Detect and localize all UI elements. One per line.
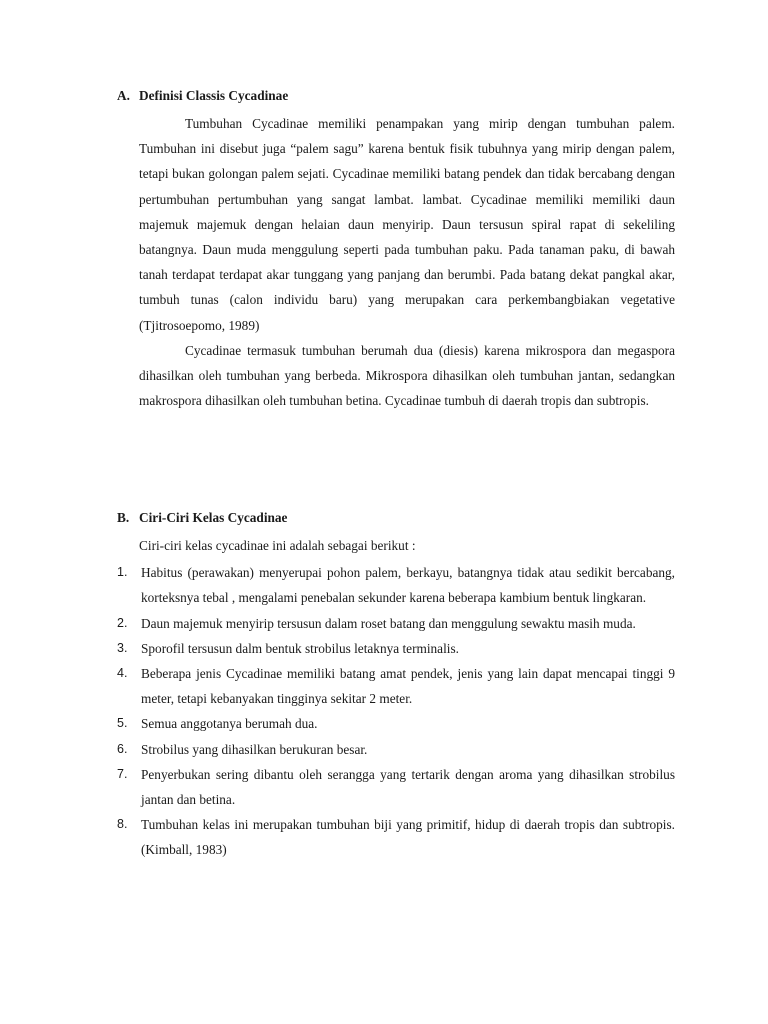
section-definisi — [117, 86, 675, 413]
paragraph: Cycadinae termasuk tumbuhan berumah dua (diesis) karena mikrospora dan megaspora dihasilkan oleh tumbuhan yang berbeda. Mikrospora dihasilkan oleh tumbuhan jantan, sedangkan makrospora dihasilkan oleh tumbuhan betina. Cycadinae tumbuh di daerah tropis dan subtropis. — [139, 342, 675, 409]
section-title: Definisi Classis Cycadinae — [139, 88, 289, 103]
numbered-list — [117, 560, 675, 862]
list-item — [117, 560, 675, 610]
list-text: Semua anggotanya berumah dua. — [141, 716, 318, 732]
section-title: Ciri-Ciri Kelas Cycadinae — [139, 510, 288, 525]
list-number: 4. — [117, 666, 128, 681]
list-item — [117, 812, 675, 862]
list-intro: Ciri-ciri kelas cycadinae ini adalah sebagai berikut : — [139, 538, 416, 553]
list-text: Beberapa jenis Cycadinae memiliki batang amat pendek, jenis yang lain dapat mencapai tinggi 9 meter, tetapi kebanyakan tingginya sekitar 2 meter. — [141, 666, 675, 707]
list-text: Sporofil tersusun dalm bentuk strobilus letaknya terminalis. — [141, 640, 459, 656]
list-text: Penyerbukan sering dibantu oleh serangga yang tertarik dengan aroma yang dihasilkan strobilus jantan dan betina. — [141, 766, 675, 808]
list-item — [117, 611, 675, 636]
list-number: 8. — [117, 817, 128, 832]
section-heading — [117, 508, 675, 528]
list-text: Strobilus yang dihasilkan berukuran besar. — [141, 741, 368, 757]
list-item — [117, 737, 675, 762]
list-number: 7. — [117, 766, 128, 781]
list-text: Habitus (perawakan) menyerupai pohon palem, berkayu, batangnya tidak atau sedikit bercabang, korteksnya tebal , mengalami penebalan sekunder karena beberapa kambium bentuk lingkaran. — [141, 565, 675, 606]
list-number: 5. — [117, 716, 128, 731]
list-number: 2. — [117, 615, 128, 630]
section-body — [117, 533, 675, 863]
list-number: 6. — [117, 741, 128, 756]
list-item — [117, 661, 675, 711]
list-text: Daun majemuk menyirip tersusun dalam roset batang dan menggulung sewaktu masih muda. — [141, 615, 636, 631]
section-body — [139, 111, 675, 413]
list-item — [117, 762, 675, 812]
paragraph: Tumbuhan Cycadinae memiliki penampakan yang mirip dengan tumbuhan palem. Tumbuhan ini disebut juga “palem sagu” karena bentuk fisik tubuhnya yang mirip dengan palem, tetapi bukan golongan palem sejati. Cycadinae memiliki batang pendek dan tidak bercabang dengan pertumbuhan pertumbuhan yang sangat lambat. lambat. Cycadinae memiliki memiliki daun majemuk majemuk dengan helaian daun menyirip. Daun tersusun spiral rapat di sekeliling batangnya. Daun muda menggulung seperti pada tumbuhan paku. Pada tanaman paku, di bawah tanah terdapat terdapat akar tunggang yang panjang dan berumbi. Pada batang dekat pangkal akar, tumbuh tunas (calon individu baru) yang merupakan cara perkembangbiakan vegetative (Tjitrosoepomo, 1989) — [139, 116, 675, 333]
list-text: Tumbuhan kelas ini merupakan tumbuhan biji yang primitif, hidup di daerah tropis dan subtropis. (Kimball, 1983) — [141, 817, 675, 858]
list-item — [117, 636, 675, 661]
section-ciri-ciri — [117, 508, 675, 863]
section-heading — [117, 86, 675, 106]
list-item — [117, 711, 675, 736]
section-letter: B. — [117, 510, 130, 525]
list-number: 1. — [117, 565, 128, 580]
list-number: 3. — [117, 640, 128, 655]
section-letter: A. — [117, 88, 130, 103]
